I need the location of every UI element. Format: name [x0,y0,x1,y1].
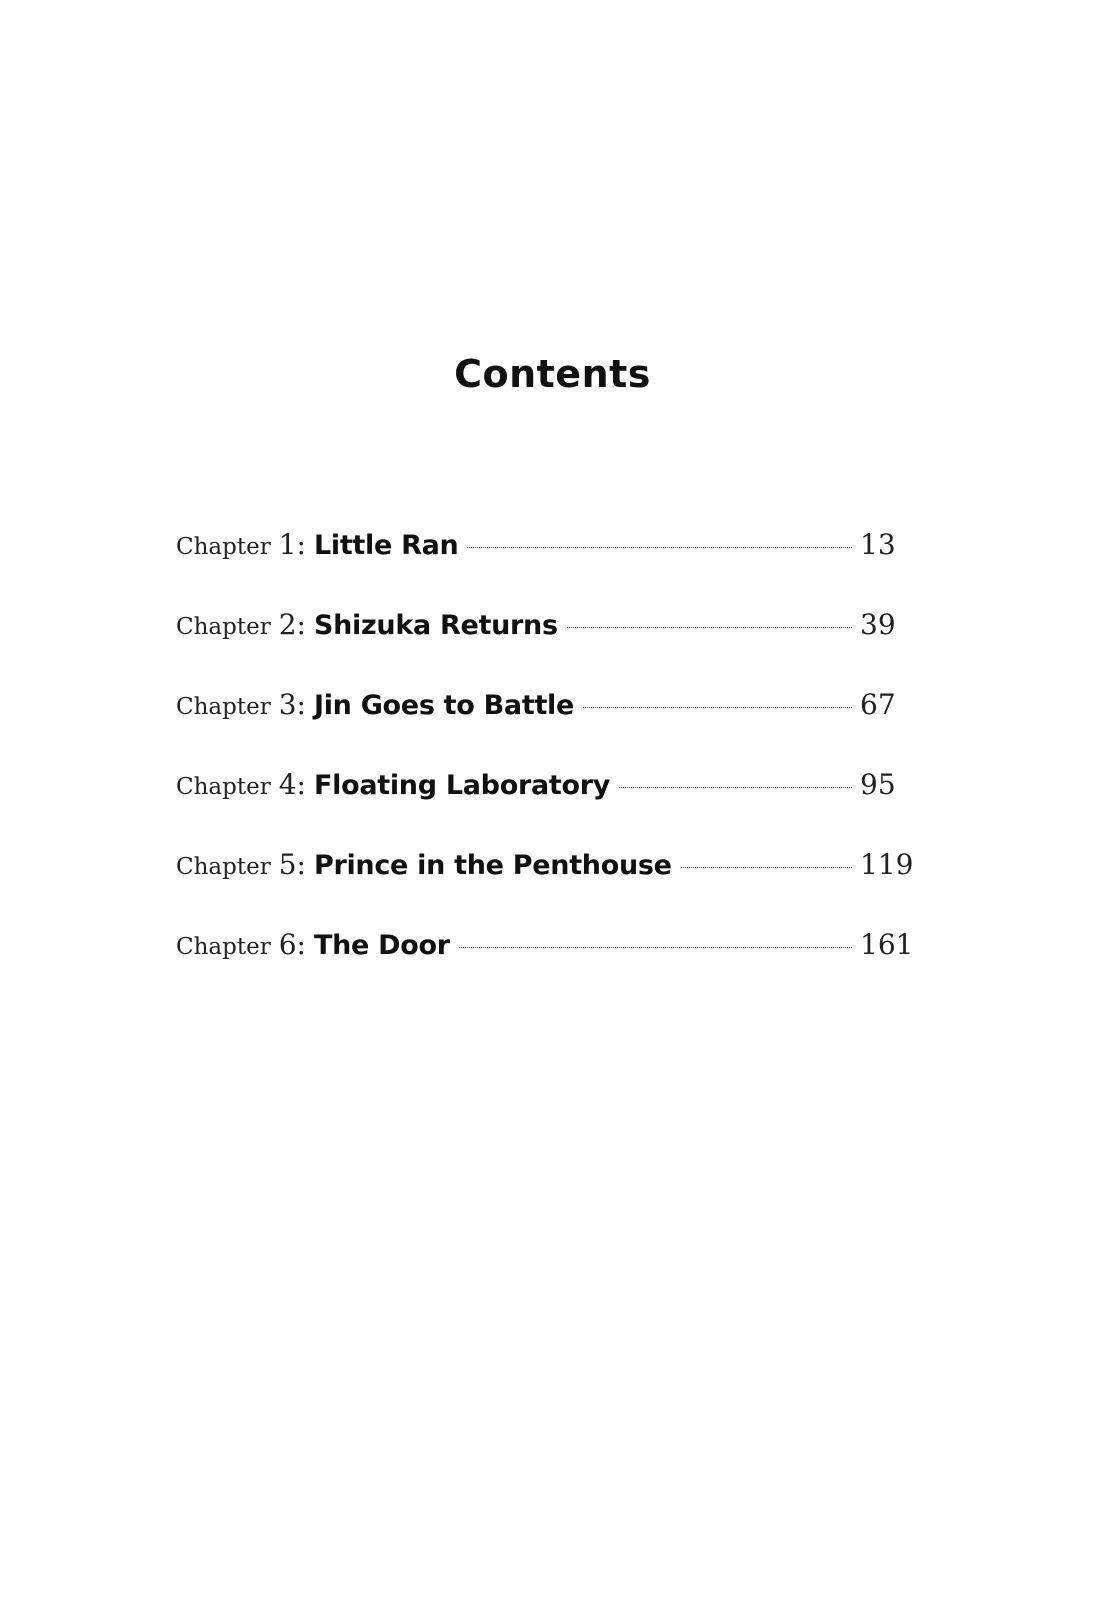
chapter-label: Chapter [176,854,271,880]
dot-leader [567,627,852,628]
chapter-title: The Door [313,930,450,961]
toc-entry [176,768,916,848]
dot-leader [467,547,852,548]
chapter-colon: : [296,688,306,721]
chapter-title: Prince in the Penthouse [313,850,672,881]
toc-entry [176,528,916,608]
page-number: 67 [860,688,896,721]
chapter-colon: : [296,528,306,561]
chapter-title: Jin Goes to Battle [313,690,575,721]
dot-leader [459,947,852,948]
table-of-contents [176,528,916,1008]
chapter-number: 5 [278,848,297,881]
chapter-colon: : [296,768,306,801]
chapter-title: Floating Laboratory [313,770,611,801]
chapter-number: 4 [278,768,297,801]
page-number: 119 [860,848,914,881]
chapter-colon: : [296,608,306,641]
chapter-label: Chapter [176,534,271,560]
chapter-label: Chapter [176,614,271,640]
page-number: 39 [860,608,896,641]
chapter-label: Chapter [176,694,271,720]
page-number: 161 [860,928,914,961]
toc-entry [176,928,916,1008]
chapter-title: Shizuka Returns [313,610,558,641]
toc-entry [176,608,916,688]
chapter-title: Little Ran [313,530,459,561]
chapter-number: 3 [278,688,297,721]
chapter-colon: : [296,928,306,961]
toc-entry [176,848,916,928]
chapter-number: 2 [278,608,297,641]
page-number: 95 [860,768,896,801]
dot-leader [619,787,852,788]
dot-leader [583,707,852,708]
page-number: 13 [860,528,896,561]
page-title: Contents [454,352,651,396]
chapter-colon: : [296,848,306,881]
chapter-number: 6 [278,928,297,961]
chapter-label: Chapter [176,934,271,960]
chapter-number: 1 [278,528,297,561]
dot-leader [681,867,852,868]
chapter-label: Chapter [176,774,271,800]
toc-entry [176,688,916,768]
